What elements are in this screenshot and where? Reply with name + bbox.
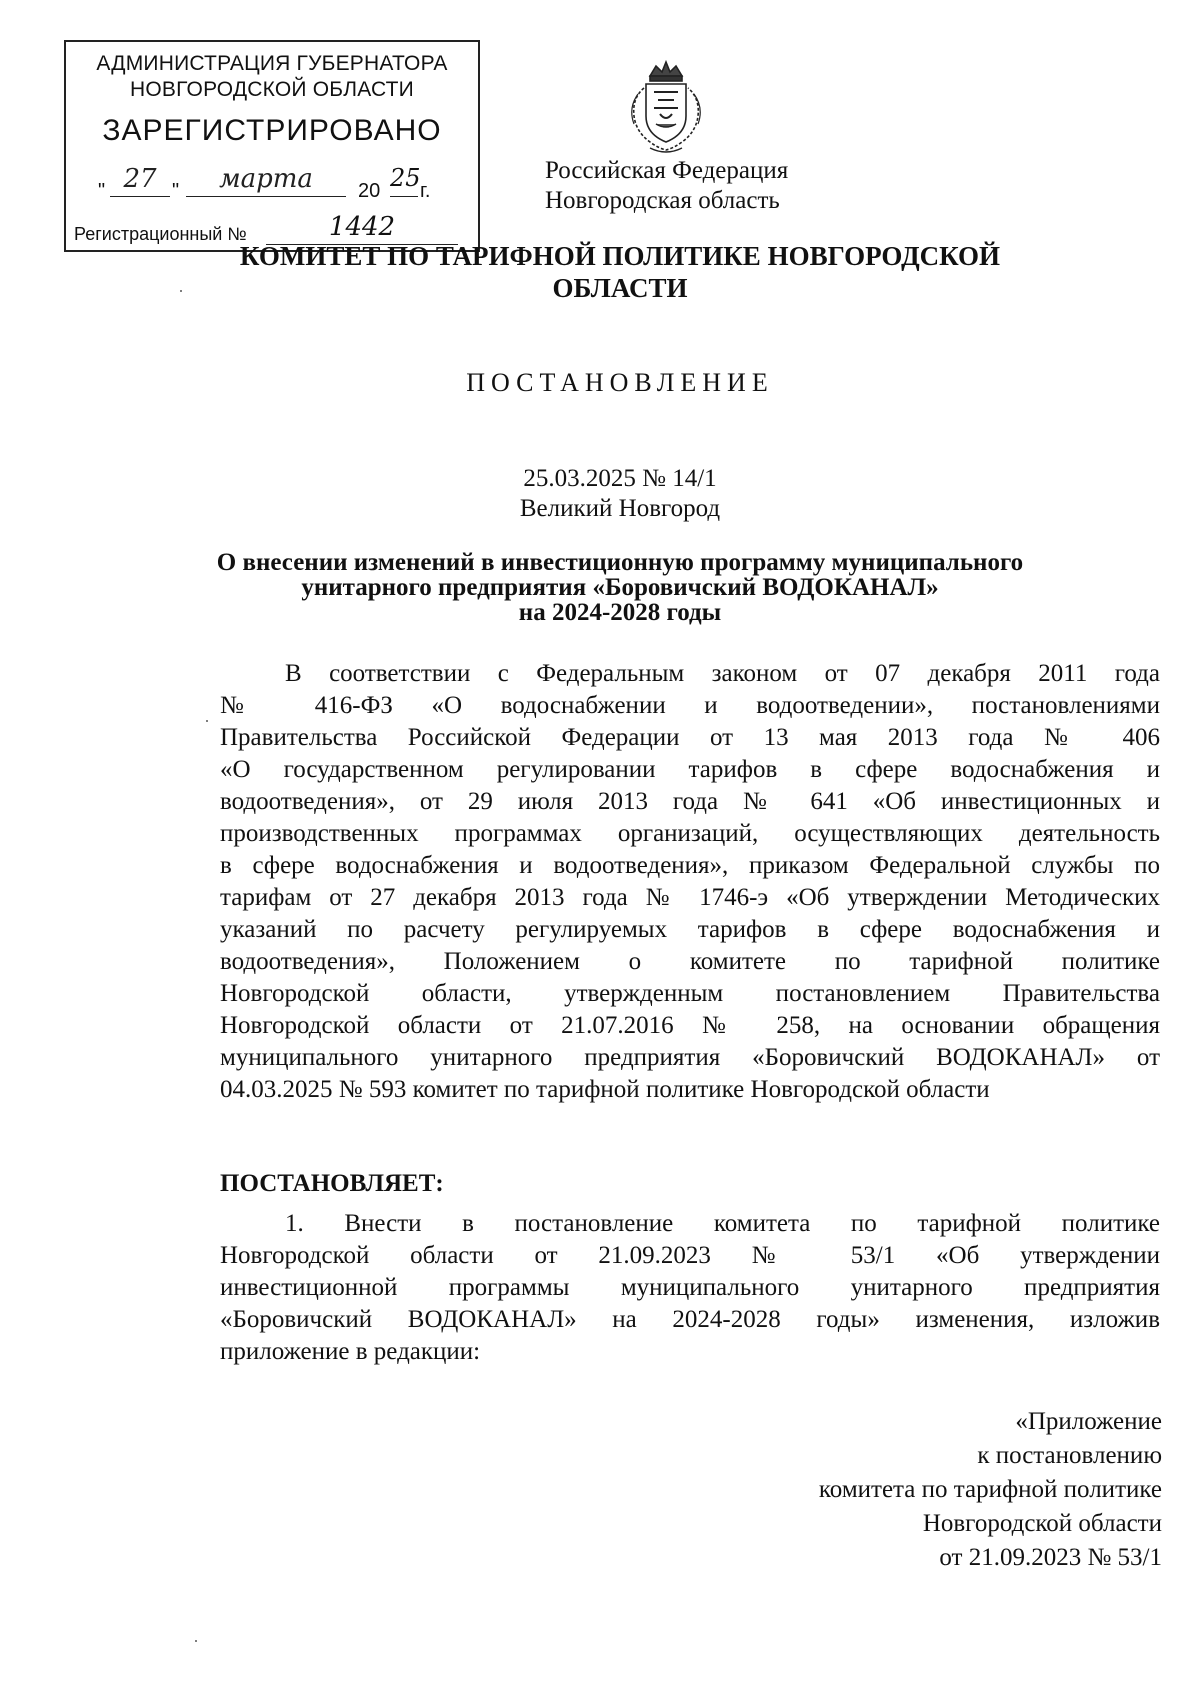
preamble-line: тарифам от 27 декабря 2013 года № 1746-э «Об утверждении Методических	[220, 884, 1160, 911]
stamp-month: марта	[186, 164, 346, 197]
stamp-quote-open: "	[98, 180, 106, 202]
preamble-line: Новгородской области, утвержденным постановлением Правительства	[220, 980, 1160, 1007]
committee-title-line2: ОБЛАСТИ	[552, 273, 688, 303]
preamble-line: в сфере водоснабжения и водоотведения», приказом Федеральной службы по	[220, 852, 1160, 879]
preamble-line: 04.03.2025 № 593 комитет по тарифной политике Новгородской области	[220, 1076, 990, 1103]
appendix-line3: комитета по тарифной политике	[818, 1476, 1162, 1503]
stamp-authority-line1: АДМИНИСТРАЦИЯ ГУБЕРНАТОРА	[96, 52, 448, 75]
stamp-year-prefix: 20	[358, 180, 381, 202]
preamble-line: указаний по расчету регулируемых тарифов в сфере водоснабжения и	[220, 916, 1160, 943]
country-name: Российская Федерация	[545, 157, 789, 184]
item1-paragraph	[220, 1208, 1160, 1368]
subject-line3: на 2024-2028 годы	[518, 599, 722, 626]
preamble-paragraph	[220, 658, 1160, 1106]
coat-of-arms-icon	[620, 58, 712, 158]
registration-stamp	[64, 40, 480, 252]
document-date-number: 25.03.2025 № 14/1	[523, 465, 717, 492]
region-name: Новгородская область	[545, 187, 780, 214]
stamp-regno-value: 1442	[266, 212, 458, 245]
item1-line: приложение в редакции:	[220, 1338, 481, 1365]
document-subject	[200, 550, 1040, 625]
preamble-line: водоотведения», от 29 июля 2013 года № 641 «Об инвестиционных и	[220, 788, 1160, 815]
country-region-block	[545, 156, 788, 216]
stamp-date-row	[98, 164, 478, 204]
stamp-quote-close: "	[172, 180, 180, 202]
item1-line: 1. Внести в постановление комитета по тарифной политике	[285, 1210, 1160, 1237]
item1-line: инвестиционной программы муниципального унитарного предприятия	[220, 1274, 1160, 1301]
stamp-year-unit: г.	[420, 180, 431, 202]
preamble-line: водоотведения», Положением о комитете по тарифной политике	[220, 948, 1160, 975]
appendix-header	[819, 1405, 1162, 1575]
document-city: Великий Новгород	[519, 495, 721, 522]
appendix-line2: к постановлению	[977, 1442, 1162, 1469]
decree-word: ПОСТАНОВЛЯЕТ:	[220, 1170, 444, 1197]
preamble-line: Новгородской области от 21.07.2016 № 258, на основании обращения	[220, 1012, 1160, 1039]
preamble-line: № 416-ФЗ «О водоснабжении и водоотведении», постановлениями	[220, 692, 1160, 719]
stamp-registered-label: ЗАРЕГИСТРИРОВАНО	[102, 114, 442, 147]
item1-line: «Боровичский ВОДОКАНАЛ» на 2024-2028 годы» изменения, изложив	[220, 1306, 1160, 1333]
stamp-authority-line2: НОВГОРОДСКОЙ ОБЛАСТИ	[130, 78, 414, 101]
preamble-line: Правительства Российской Федерации от 13 мая 2013 года № 406	[220, 724, 1160, 751]
scan-speck	[195, 1640, 197, 1642]
appendix-line4: Новгородской области	[922, 1510, 1162, 1537]
scan-speck	[180, 290, 182, 292]
appendix-line1: «Приложение	[1015, 1408, 1162, 1435]
committee-title-line1: КОМИТЕТ ПО ТАРИФНОЙ ПОЛИТИКЕ НОВГОРОДСКОЙ	[239, 241, 1001, 271]
preamble-line: В соответствии с Федеральным законом от 07 декабря 2011 года	[285, 660, 1160, 687]
scan-speck	[206, 720, 208, 722]
preamble-line: муниципального унитарного предприятия «Боровичский ВОДОКАНАЛ» от	[220, 1044, 1160, 1071]
item1-line: Новгородской области от 21.09.2023 № 53/1 «Об утверждении	[220, 1242, 1160, 1269]
document-type: ПОСТАНОВЛЕНИЕ	[466, 368, 774, 397]
subject-line1: О внесении изменений в инвестиционную программу муниципального	[216, 549, 1024, 576]
preamble-line: «О государственном регулировании тарифов в сфере водоснабжения и	[220, 756, 1160, 783]
stamp-regno-label: Регистрационный №	[74, 224, 247, 244]
stamp-year-suffix: 25	[390, 164, 418, 197]
stamp-day: 27	[110, 164, 170, 197]
subject-line2: унитарного предприятия «Боровичский ВОДОКАНАЛ»	[301, 574, 939, 601]
appendix-line5: от 21.09.2023 № 53/1	[939, 1544, 1162, 1571]
committee-title	[200, 240, 1040, 304]
preamble-line: производственных программах организаций, осуществляющих деятельность	[220, 820, 1160, 847]
